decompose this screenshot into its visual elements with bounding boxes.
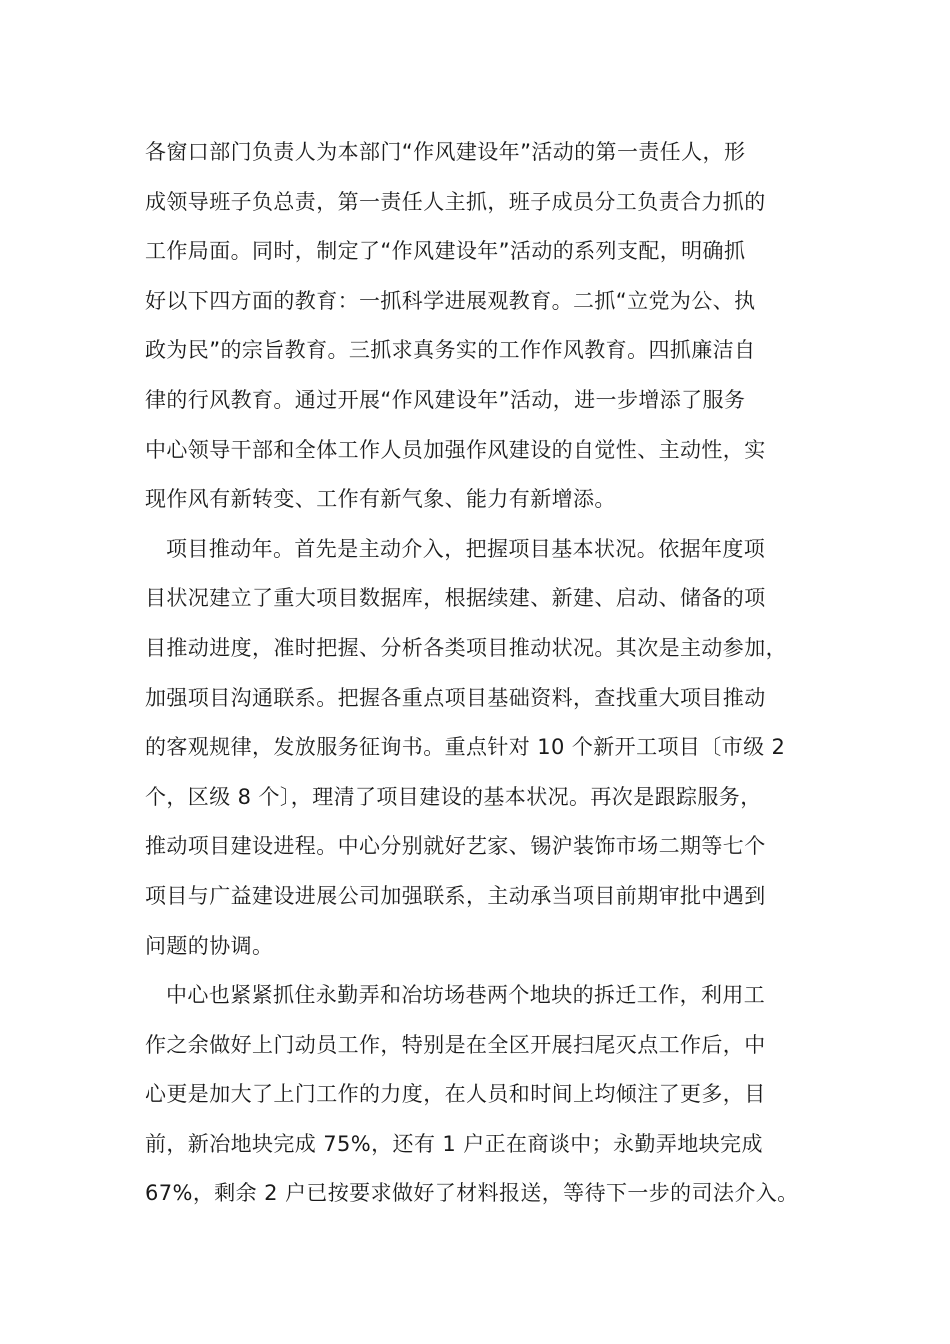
text-line: 推动项目建设进程。中心分别就好艺家、锡沪装饰市场二期等七个 xyxy=(145,834,766,859)
text-line: 政为民”的宗旨教育。三抓求真务实的工作作风教育。四抓廉洁自 xyxy=(145,338,756,363)
paragraph-responsibility xyxy=(145,128,825,525)
text-line: 目推动进度，准时把握、分析各类项目推动状况。其次是主动参加， xyxy=(145,635,787,660)
paragraph-project-promotion xyxy=(145,525,825,971)
text-line: 好以下四方面的教育：一抓科学进展观教育。二抓“立党为公、执 xyxy=(145,288,756,313)
text-line: 项目推动年。首先是主动介入，把握项目基本状况。依据年度项 xyxy=(166,536,766,561)
text-line: 67%，剩余 2 户已按要求做好了材料报送，等待下一步的司法介入。 xyxy=(145,1181,799,1206)
text-line: 律的行风教育。通过开展“作风建设年”活动，进一步增添了服务 xyxy=(145,387,746,412)
text-line: 工作局面。同时，制定了“作风建设年”活动的系列支配，明确抓 xyxy=(145,239,746,264)
text-line: 项目与广益建设进展公司加强联系，主动承当项目前期审批中遇到 xyxy=(145,883,766,908)
paragraph-demolition xyxy=(145,971,825,1219)
text-line: 现作风有新转变、工作有新气象、能力有新增添。 xyxy=(145,487,616,512)
text-line: 的客观规律，发放服务征询书。重点针对 10 个新开工项目〔市级 2 xyxy=(145,735,786,760)
text-line: 目状况建立了重大项目数据库，根据续建、新建、启动、储备的项 xyxy=(145,586,766,611)
text-line: 个，区级 8 个〕，理清了项目建设的基本状况。再次是跟踪服务， xyxy=(145,784,762,809)
text-line: 前，新冶地块完成 75%，还有 1 户正在商谈中；永勤弄地块完成 xyxy=(145,1131,763,1156)
document-body xyxy=(145,128,825,1219)
text-line: 作之余做好上门动员工作，特别是在全区开展扫尾灭点工作后，中 xyxy=(145,1032,766,1057)
text-line: 各窗口部门负责人为本部门“作风建设年”活动的第一责任人，形 xyxy=(145,140,746,164)
text-line: 加强项目沟通联系。把握各重点项目基础资料，查找重大项目推动 xyxy=(145,685,766,710)
text-line: 中心也紧紧抓住永勤弄和冶坊场巷两个地块的拆迁工作，利用工 xyxy=(166,983,766,1008)
text-line: 问题的协调。 xyxy=(145,933,274,958)
text-line: 中心领导干部和全体工作人员加强作风建设的自觉性、主动性，实 xyxy=(145,437,766,462)
text-line: 成领导班子负总责，第一责任人主抓，班子成员分工负责合力抓的 xyxy=(145,189,766,214)
text-line: 心更是加大了上门工作的力度，在人员和时间上均倾注了更多，目 xyxy=(145,1082,766,1107)
